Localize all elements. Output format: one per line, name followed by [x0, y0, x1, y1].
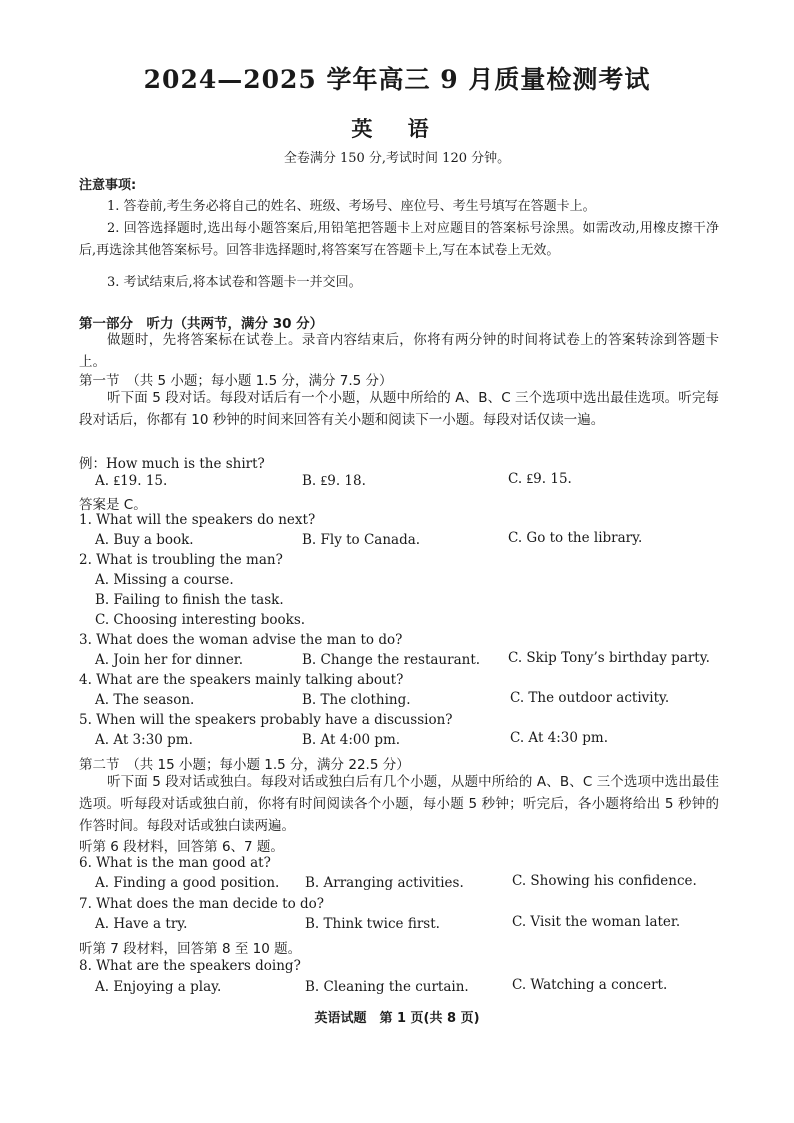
- question-8-option-b: B. Cleaning the curtain.: [305, 979, 469, 995]
- material-7-instruction: 听第 7 段材料，回答第 8 至 10 题。: [79, 941, 302, 957]
- question-3-option-a: A. Join her for dinner.: [95, 652, 244, 668]
- material-6-instruction: 听第 6 段材料，回答第 6、7 题。: [79, 839, 284, 855]
- question-7-option-b: B. Think twice first.: [305, 916, 440, 932]
- part1-heading: 第一部分 听力（共两节，满分 30 分）: [79, 316, 324, 332]
- question-8: 8. What are the speakers doing?: [79, 958, 301, 974]
- question-6-option-a: A. Finding a good position.: [95, 875, 280, 891]
- question-2: 2. What is troubling the man?: [79, 552, 283, 568]
- section2-instruction: 听下面 5 段对话或独白。每段对话或独白后有几个小题，从题中所给的 A、B、C 三个选项中选出最佳选项。听每段对话或独白前，你将有时间阅读各个小题，每小题 5 秒钟；听完后，各小题将给出 5 秒钟的作答时间。每段对话或独白读两遍。: [79, 774, 719, 834]
- question-4-option-b: B. The clothing.: [302, 692, 411, 708]
- question-3-option-b: B. Change the restaurant.: [302, 652, 481, 668]
- question-4: 4. What are the speakers mainly talking about?: [79, 672, 404, 688]
- section1-instruction: 听下面 5 段对话。每段对话后有一个小题，从题中所给的 A、B、C 三个选项中选出最佳选项。听完每段对话后，你都有 10 秒钟的时间来回答有关小题和阅读下一小题。每段对话仅读一遍。: [79, 390, 719, 428]
- question-5-option-c: C. At 4:30 pm.: [510, 730, 609, 746]
- part1-instruction: 做题时，先将答案标在试卷上。录音内容结束后，你将有两分钟的时间将试卷上的答案转涂到答题卡上。: [79, 332, 719, 370]
- question-7: 7. What does the man decide to do?: [79, 896, 325, 912]
- question-4-option-c: C. The outdoor activity.: [510, 690, 670, 706]
- question-6-option-c: C. Showing his confidence.: [512, 873, 697, 889]
- question-3-option-c: C. Skip Tony’s birthday party.: [508, 650, 710, 666]
- question-1-option-b: B. Fly to Canada.: [302, 532, 421, 548]
- question-2-option-b: B. Failing to finish the task.: [95, 592, 284, 608]
- note-item-3: 3. 考试结束后,将本试卷和答题卡一并交回。: [107, 275, 362, 290]
- question-5: 5. When will the speakers probably have a discussion?: [79, 712, 453, 728]
- question-8-option-c: C. Watching a concert.: [512, 977, 668, 993]
- subject-title: 英 语: [351, 117, 443, 141]
- section1-heading: 第一节 （共 5 小题；每小题 1.5 分，满分 7.5 分）: [79, 373, 393, 389]
- section2-heading: 第二节 （共 15 小题；每小题 1.5 分，满分 22.5 分）: [79, 757, 410, 773]
- question-1: 1. What will the speakers do next?: [79, 512, 316, 528]
- question-4-option-a: A. The season.: [95, 692, 195, 708]
- example-option-b: B. ₤9. 18.: [302, 473, 366, 489]
- question-6: 6. What is the man good at?: [79, 855, 271, 871]
- page-footer: 英语试题 第 1 页(共 8 页): [314, 1011, 480, 1026]
- question-2-option-c: C. Choosing interesting books.: [95, 612, 306, 628]
- question-7-option-c: C. Visit the woman later.: [512, 914, 681, 930]
- example-answer: 答案是 C。: [79, 497, 147, 513]
- question-7-option-a: A. Have a try.: [95, 916, 188, 932]
- note-item-1: 1. 答卷前,考生务必将自己的姓名、班级、考场号、座位号、考生号填写在答题卡上。: [107, 199, 596, 214]
- question-1-option-c: C. Go to the library.: [508, 530, 643, 546]
- example-option-a: A. ₤19. 15.: [95, 473, 168, 489]
- question-6-option-b: B. Arranging activities.: [305, 875, 464, 891]
- example-option-c: C. ₤9. 15.: [508, 471, 572, 487]
- question-5-option-b: B. At 4:00 pm.: [302, 732, 401, 748]
- example-question: 例：How much is the shirt?: [79, 456, 265, 472]
- question-8-option-a: A. Enjoying a play.: [95, 979, 222, 995]
- question-2-option-a: A. Missing a course.: [95, 572, 234, 588]
- notes-heading: 注意事项:: [79, 178, 137, 193]
- question-5-option-a: A. At 3:30 pm.: [95, 732, 193, 748]
- exam-meta: 全卷满分 150 分,考试时间 120 分钟。: [283, 151, 511, 166]
- question-1-option-a: A. Buy a book.: [95, 532, 194, 548]
- question-3: 3. What does the woman advise the man to do?: [79, 632, 403, 648]
- note-item-2: 2. 回答选择题时,选出每小题答案后,用铅笔把答题卡上对应题目的答案标号涂黑。如需改动,用橡皮擦干净后,再选涂其他答案标号。回答非选择题时,将答案写在答题卡上,写在本试卷上无效。: [79, 221, 719, 258]
- exam-title: 2024—2025 学年高三 9 月质量检测考试: [143, 65, 651, 94]
